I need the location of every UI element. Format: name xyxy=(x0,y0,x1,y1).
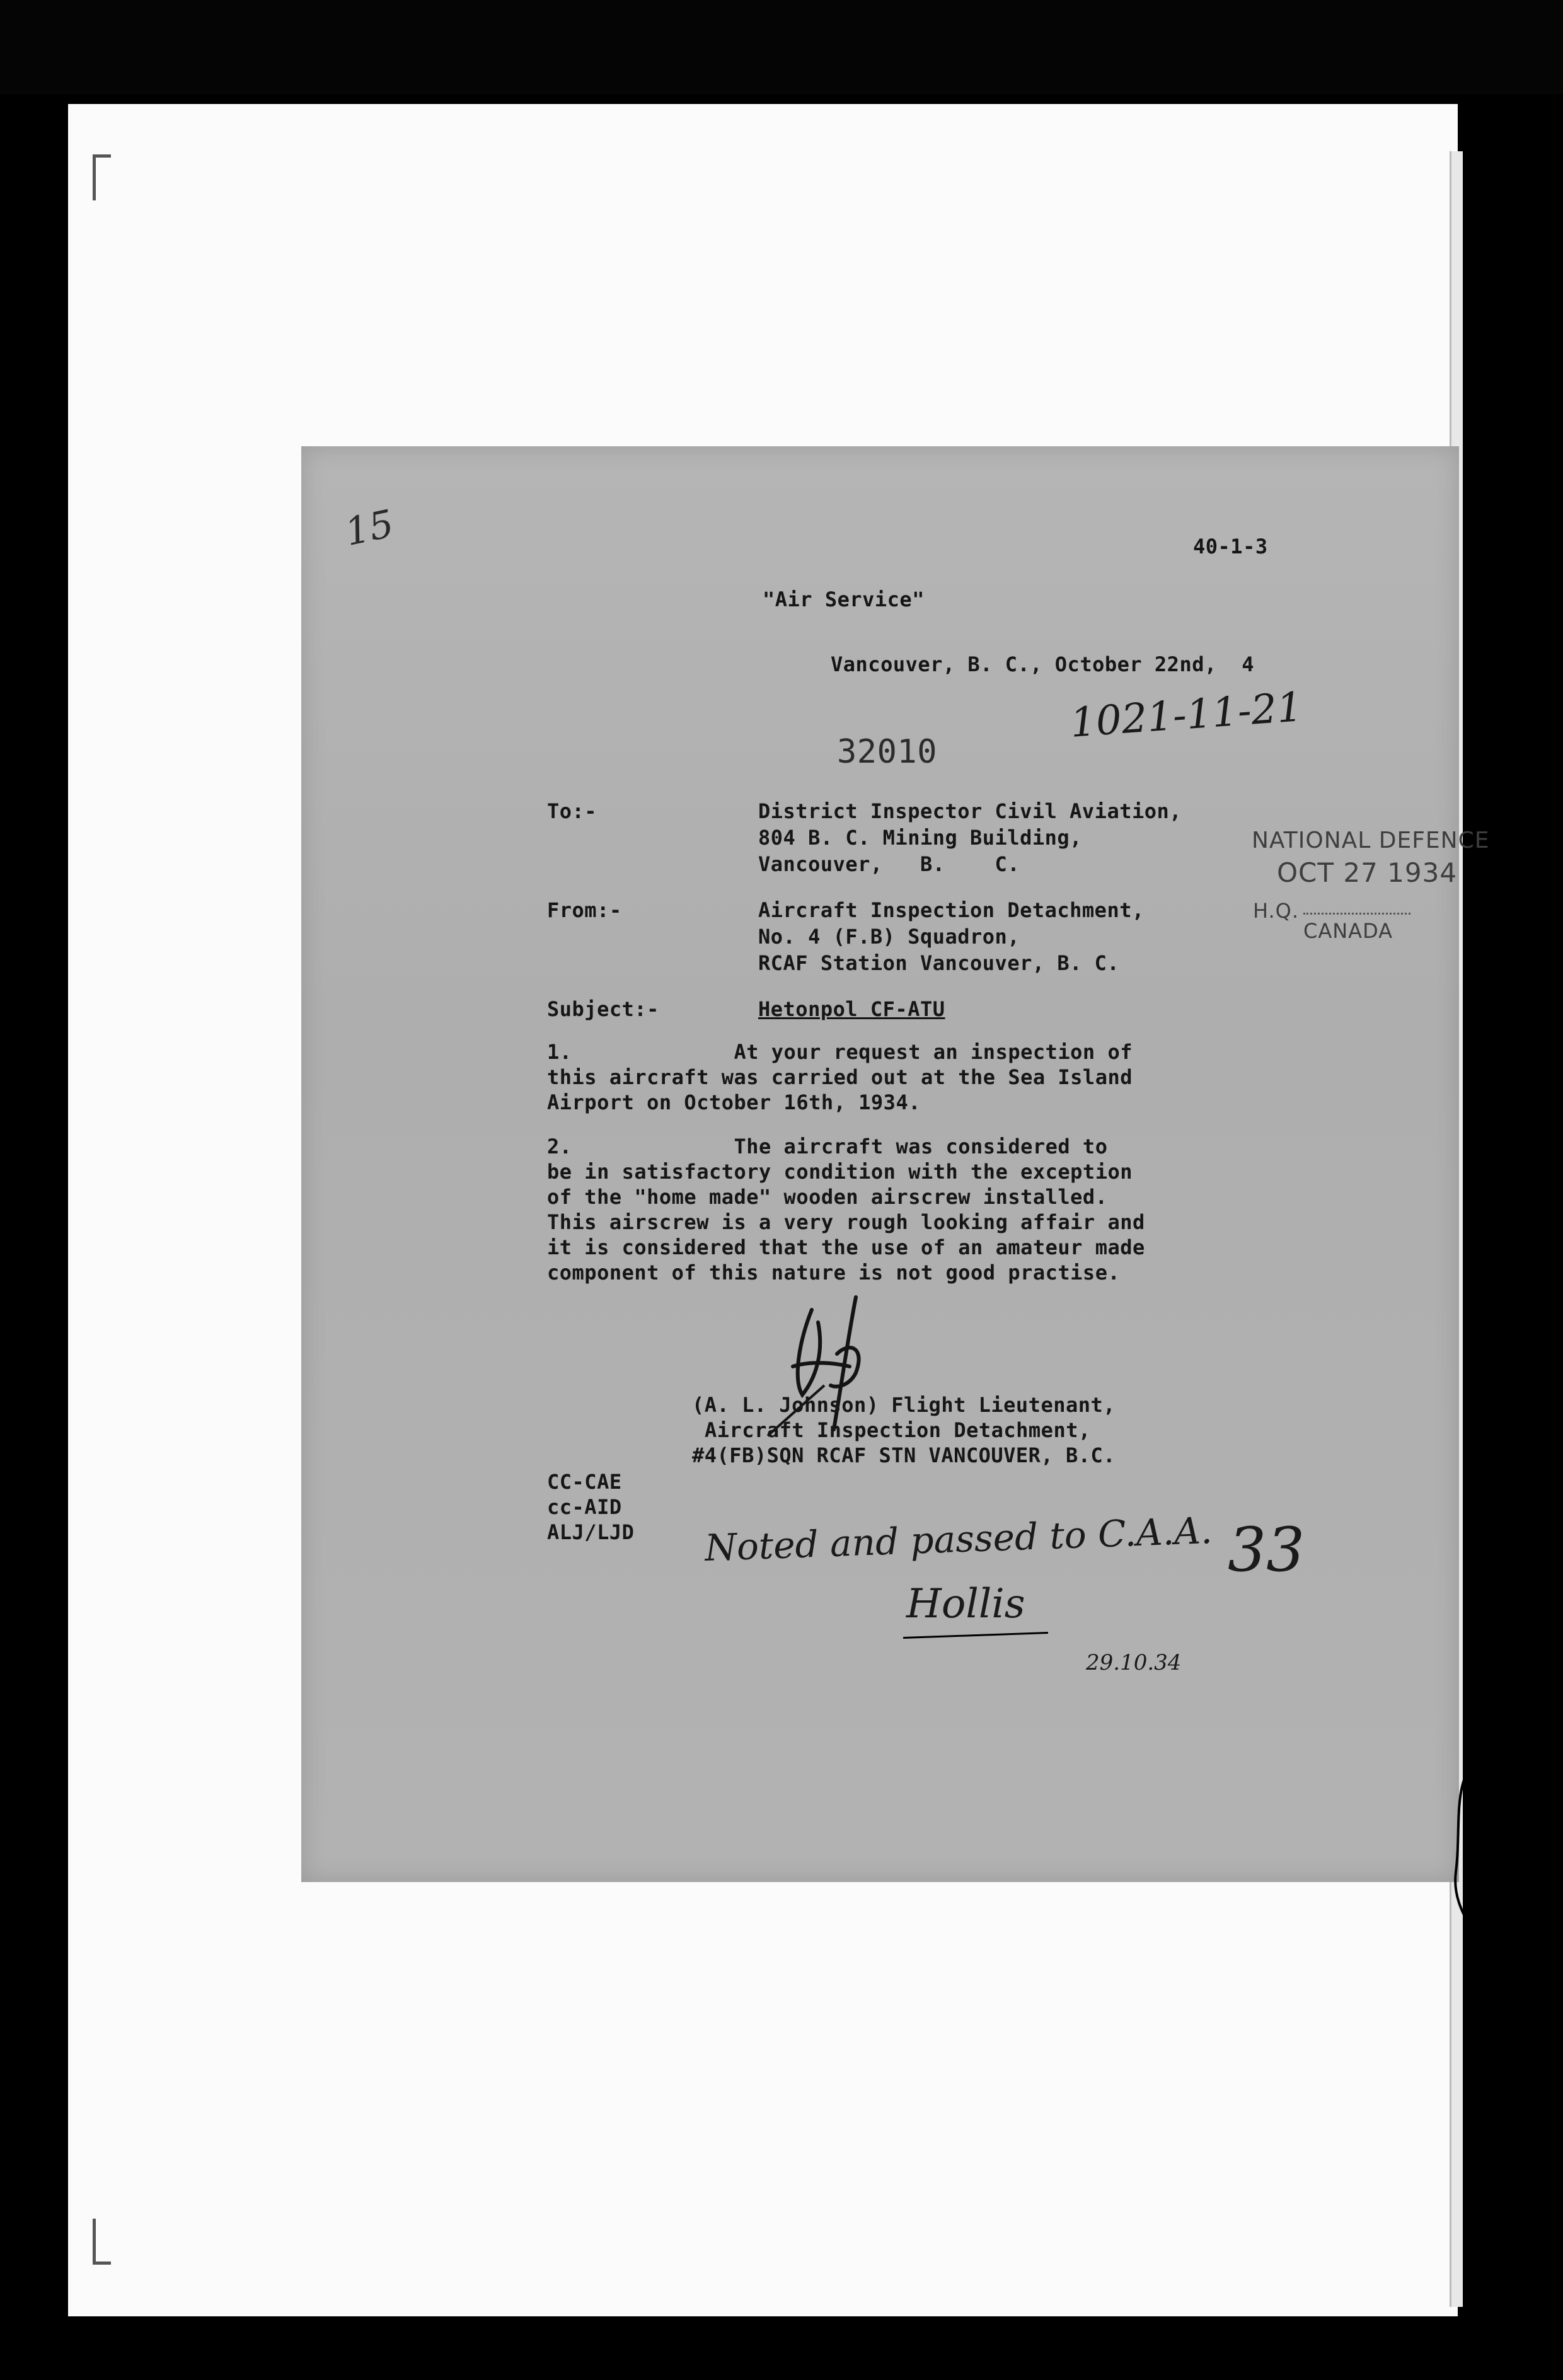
para2-line-3: of the "home made" wooden airscrew installed. xyxy=(547,1185,1108,1209)
countersignature-date: 29.10.34 xyxy=(1086,1650,1182,1675)
signature-line-1: (A. L. Johnson) Flight Lieutenant, xyxy=(692,1393,1116,1417)
countersignature: Hollis xyxy=(906,1581,1025,1627)
stamp-line-2: OCT 27 1934 xyxy=(1277,857,1458,888)
cc-line-1: CC-CAE xyxy=(547,1470,622,1494)
letter-page xyxy=(301,446,1490,1882)
para2-line-4: This airscrew is a very rough looking affair and xyxy=(547,1210,1145,1234)
place-date: Vancouver, B. C., October 22nd, 4 xyxy=(831,652,1255,676)
para1-line-3: Airport on October 16th, 1934. xyxy=(547,1090,921,1114)
crop-mark-top-left xyxy=(93,154,111,200)
to-line-3: Vancouver, B. C. xyxy=(758,852,1020,876)
stamp-dotted-line xyxy=(1303,913,1410,915)
handwritten-minute: Noted and passed to C.A.A. xyxy=(704,1508,1213,1570)
margin-mark: 33 xyxy=(1228,1515,1305,1585)
stamp-line-1: NATIONAL DEFENCE xyxy=(1252,828,1490,853)
para2-line-1: 2. The aircraft was considered to xyxy=(547,1135,1108,1158)
para1-line-1: 1. At your request an inspection of xyxy=(547,1040,1133,1064)
initial-mark: 15 xyxy=(341,501,398,555)
from-line-3: RCAF Station Vancouver, B. C. xyxy=(758,951,1120,975)
crop-mark-bottom-left xyxy=(93,2219,111,2265)
right-edge-artifact xyxy=(1405,1733,1506,2175)
stamp-line-4: CANADA xyxy=(1303,919,1393,943)
para2-line-6: component of this nature is not good practise. xyxy=(547,1261,1121,1285)
from-label: From:- xyxy=(547,898,622,922)
signature-line-2: Aircraft Inspection Detachment, xyxy=(705,1418,1091,1442)
cc-line-3: ALJ/LJD xyxy=(547,1520,635,1544)
para1-line-2: this aircraft was carried out at the Sea Island xyxy=(547,1065,1133,1089)
from-line-1: Aircraft Inspection Detachment, xyxy=(758,898,1145,922)
subject-value: Hetonpol CF-ATU xyxy=(758,997,945,1021)
countersignature-underline xyxy=(903,1632,1048,1639)
service-heading: "Air Service" xyxy=(763,587,925,611)
signature-line-3: #4(FB)SQN RCAF STN VANCOUVER, B.C. xyxy=(692,1443,1116,1467)
film-border-top xyxy=(0,0,1563,95)
para2-line-2: be in satisfactory condition with the exception xyxy=(547,1160,1133,1184)
subject-label: Subject:- xyxy=(547,997,659,1021)
to-label: To:- xyxy=(547,799,597,823)
handwritten-file-number: 1021-11-21 xyxy=(1068,684,1305,747)
from-line-2: No. 4 (F.B) Squadron, xyxy=(758,925,1020,949)
para2-line-5: it is considered that the use of an amateur made xyxy=(547,1235,1145,1259)
file-reference: 40-1-3 xyxy=(1193,534,1268,558)
stamp-line-3: H.Q. xyxy=(1253,899,1300,923)
to-line-2: 804 B. C. Mining Building, xyxy=(758,826,1082,850)
to-line-1: District Inspector Civil Aviation, xyxy=(758,799,1182,823)
cc-line-2: cc-AID xyxy=(547,1495,622,1519)
registry-number: 32010 xyxy=(837,733,938,771)
